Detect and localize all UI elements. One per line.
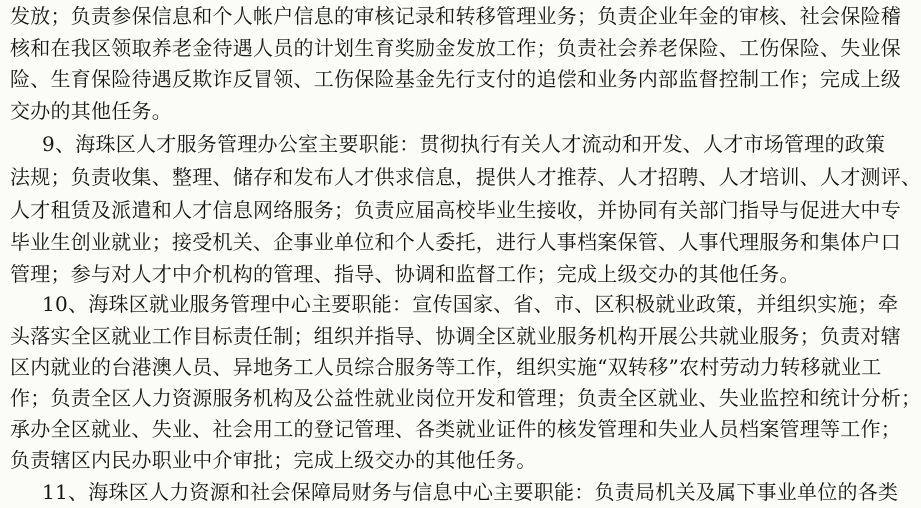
text-line: 区内就业的台港澳人员、异地务工人员综合服务等工作，组织实施“双转移”农村劳动力转移就业工 [10,355,882,379]
text-line: 人才租赁及派遣和人才信息网络服务；负责应届高校毕业生接收，并协同有关部门指导与促进大中专 [10,198,901,222]
text-line: 头落实全区就业工作目标责任制；组织并指导、协调全区就业服务机构开展公共就业服务；负责对辖 [10,324,901,348]
text-line: 发放；负责参保信息和个人帐户信息的审核记录和转移管理业务；负责企业年金的审核、社会保险稽 [10,4,901,28]
paragraph-9-heading-line: 9、海珠区人才服务管理办公室主要职能：贯彻执行有关人才流动和开发、人才市场管理的政策 [42,132,886,156]
text-line: 核和在我区领取养老金待遇人员的计划生育奖励金发放工作；负责社会养老保险、工伤保险、失业保 [10,36,901,60]
paragraph-11-heading-line: 11、海珠区人力资源和社会保障局财务与信息中心主要职能：负责局机关及属下事业单位的各类 [42,480,899,504]
text-line: 负责辖区内民办职业中介审批；完成上级交办的其他任务。 [10,448,537,472]
text-line: 管理；参与对人才中介机构的管理、指导、协调和监督工作；完成上级交办的其他任务。 [10,262,800,286]
text-line: 交办的其他任务。 [10,99,172,123]
text-line: 毕业生创业就业；接受机关、企事业单位和个人委托，进行人事档案保管、人事代理服务和集体户口 [10,230,901,254]
text-line: 险、生育保险待遇反欺诈反冒领、工伤保险基金先行支付的追偿和业务内部监督控制工作；完成上级 [10,67,901,91]
text-line: 承办全区就业、失业、社会用工的登记管理、各类就业证件的核发管理和失业人员档案管理等工作； [10,417,901,441]
text-line: 法规；负责收集、整理、储存和发布人才供求信息，提供人才推荐、人才招聘、人才培训、人才测评、 [10,165,921,189]
paragraph-10-heading-line: 10、海珠区就业服务管理中心主要职能：宣传国家、省、市、区积极就业政策，并组织实施；牵 [42,292,899,316]
text-line: 作；负责全区人力资源服务机构及公益性就业岗位开发和管理；负责全区就业、失业监控和统计分析； [10,386,921,410]
